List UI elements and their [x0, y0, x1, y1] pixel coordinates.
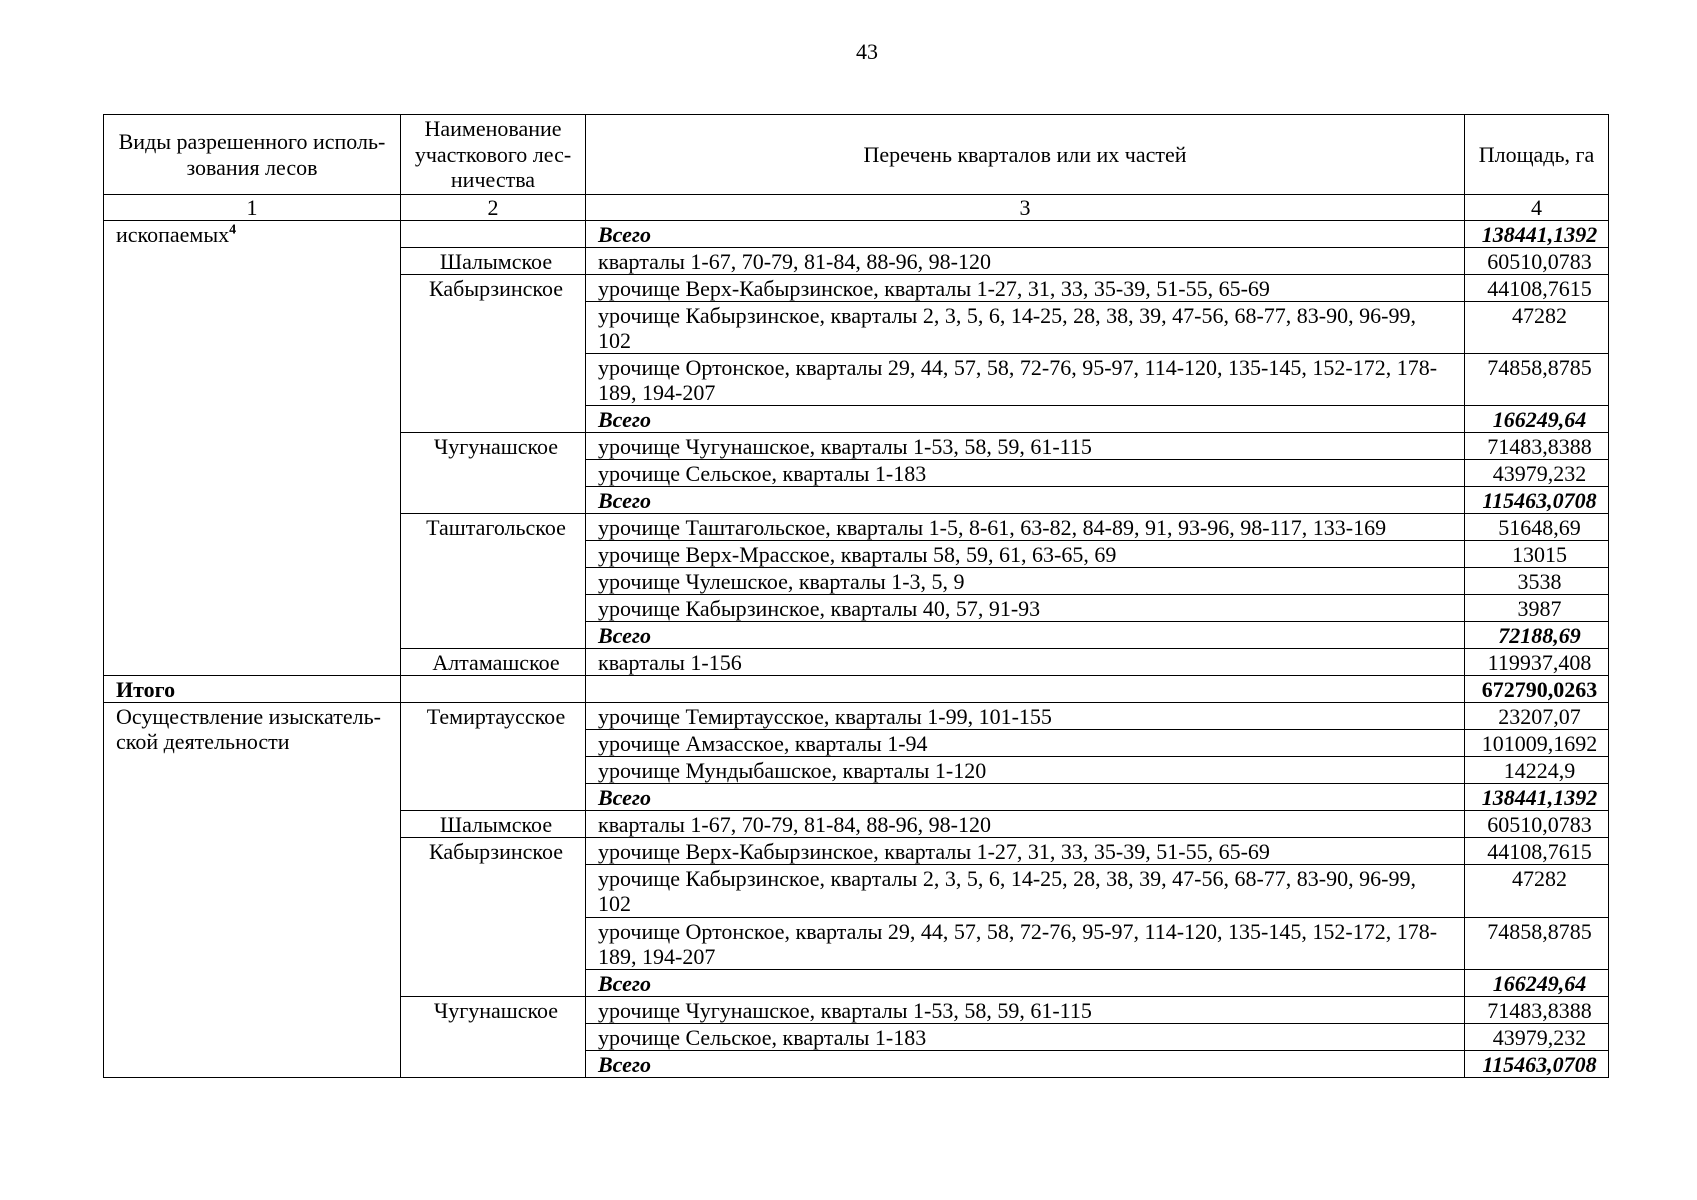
- quarters-line: урочище Кабырзинское, кварталы 2, 3, 5, 6, 14-25, 28, 38, 39, 47-56, 68-77, 83-90, 96-99,: [598, 303, 1416, 328]
- cell-use-type: [104, 703, 401, 1077]
- use-type-line: Осуществление изыскатель-: [116, 704, 381, 730]
- cell-quarters: урочище Чугунашское, кварталы 1-53, 58, 59, 61-115: [586, 433, 1465, 460]
- cell-area: 60510,0783: [1465, 248, 1609, 275]
- footnote-marker: 4: [229, 222, 237, 238]
- cell-forestry: Алтамашское: [401, 649, 586, 676]
- header-line: участкового лес-: [414, 141, 572, 167]
- cell-area: 138441,1392: [1465, 221, 1609, 248]
- cell-area: 44108,7615: [1465, 275, 1609, 302]
- cell-quarters: урочище Верх-Кабырзинское, кварталы 1-27, 31, 33, 35-39, 51-55, 65-69: [586, 838, 1465, 865]
- quarters-line: 189, 194-207: [598, 943, 716, 969]
- use-type-text: ископаемых: [116, 222, 230, 247]
- quarters-line: урочище Ортонское, кварталы 29, 44, 57, 58, 72-76, 95-97, 114-120, 135-145, 152-172, 178-: [598, 355, 1438, 381]
- grand-total-value: 672790,0263: [1465, 676, 1609, 703]
- cell-quarters: урочище Темиртаусское, кварталы 1-99, 101-155: [586, 703, 1465, 730]
- cell-area: 74858,8785: [1465, 354, 1609, 406]
- cell-area: 119937,408: [1465, 649, 1609, 676]
- subtotal-row: [104, 221, 1609, 248]
- cell-area: 60510,0783: [1465, 811, 1609, 838]
- cell-forestry: [401, 676, 586, 703]
- cell-quarters: [586, 865, 1465, 917]
- cell-area: 3987: [1465, 595, 1609, 622]
- cell-area: 71483,8388: [1465, 996, 1609, 1023]
- forest-use-table: [103, 114, 1609, 1078]
- cell-area: 71483,8388: [1465, 433, 1609, 460]
- cell-forestry: Шалымское: [401, 811, 586, 838]
- cell-area: 138441,1392: [1465, 784, 1609, 811]
- cell-area: 115463,0708: [1465, 1050, 1609, 1077]
- cell-use-type: [104, 221, 401, 676]
- header-line: Наименование: [424, 116, 562, 142]
- cell-quarters: урочище Кабырзинское, кварталы 40, 57, 91-93: [586, 595, 1465, 622]
- cell-forestry: Шалымское: [401, 248, 586, 275]
- cell-quarters: [586, 676, 1465, 703]
- header-forestry: [401, 115, 586, 195]
- cell-forestry: Чугунашское: [401, 433, 586, 514]
- cell-quarters: [586, 302, 1465, 354]
- quarters-line: 102: [598, 328, 631, 353]
- cell-quarters: [586, 917, 1465, 969]
- cell-quarters: кварталы 1-67, 70-79, 81-84, 88-96, 98-120: [586, 248, 1465, 275]
- cell-area: 72188,69: [1465, 622, 1609, 649]
- cell-forestry: Чугунашское: [401, 996, 586, 1077]
- cell-quarters: урочище Сельское, кварталы 1-183: [586, 460, 1465, 487]
- cell-area: 51648,69: [1465, 514, 1609, 541]
- cell-area: 43979,232: [1465, 1023, 1609, 1050]
- cell-area: 13015: [1465, 541, 1609, 568]
- cell-quarters: урочище Верх-Мрасское, кварталы 58, 59, 61, 63-65, 69: [586, 541, 1465, 568]
- cell-area: 166249,64: [1465, 969, 1609, 996]
- cell-area: 74858,8785: [1465, 917, 1609, 969]
- column-number-row: [104, 195, 1609, 221]
- quarters-line: 189, 194-207: [598, 380, 716, 406]
- header-use-type: [104, 115, 401, 195]
- column-number: 4: [1465, 195, 1609, 221]
- cell-area: 23207,07: [1465, 703, 1609, 730]
- cell-area: 44108,7615: [1465, 838, 1609, 865]
- header-line: ничества: [450, 167, 536, 193]
- column-number: 1: [104, 195, 401, 221]
- cell-area: 166249,64: [1465, 406, 1609, 433]
- grand-total-row: [104, 676, 1609, 703]
- cell-quarters: урочище Верх-Кабырзинское, кварталы 1-27, 31, 33, 35-39, 51-55, 65-69: [586, 275, 1465, 302]
- cell-quarters: кварталы 1-67, 70-79, 81-84, 88-96, 98-120: [586, 811, 1465, 838]
- cell-quarters: Всего: [586, 1050, 1465, 1077]
- cell-forestry: Таштагольское: [401, 514, 586, 649]
- cell-forestry: Темиртаусское: [401, 703, 586, 811]
- cell-area: 115463,0708: [1465, 487, 1609, 514]
- cell-area: 14224,9: [1465, 757, 1609, 784]
- cell-area: 47282: [1465, 865, 1609, 917]
- cell-quarters: Всего: [586, 622, 1465, 649]
- column-number: 2: [401, 195, 586, 221]
- header-area: Площадь, га: [1465, 115, 1609, 195]
- cell-quarters: Всего: [586, 406, 1465, 433]
- cell-quarters: урочище Амзасское, кварталы 1-94: [586, 730, 1465, 757]
- cell-quarters: урочище Чулешское, кварталы 1-3, 5, 9: [586, 568, 1465, 595]
- cell-quarters: урочище Чугунашское, кварталы 1-53, 58, 59, 61-115: [586, 996, 1465, 1023]
- cell-area: 101009,1692: [1465, 730, 1609, 757]
- cell-area: 47282: [1465, 302, 1609, 354]
- header-row: [104, 115, 1609, 195]
- cell-quarters: Всего: [586, 221, 1465, 248]
- column-number: 3: [586, 195, 1465, 221]
- cell-forestry: [401, 221, 586, 248]
- cell-quarters: Всего: [586, 784, 1465, 811]
- cell-quarters: Всего: [586, 487, 1465, 514]
- cell-quarters: [586, 354, 1465, 406]
- header-line: Виды разрешенного исполь-: [118, 129, 386, 154]
- cell-quarters: урочище Мундыбашское, кварталы 1-120: [586, 757, 1465, 784]
- quarters-line: 102: [598, 891, 631, 917]
- cell-forestry: Кабырзинское: [401, 275, 586, 433]
- cell-forestry: Кабырзинское: [401, 838, 586, 996]
- cell-quarters: Всего: [586, 969, 1465, 996]
- quarters-line: урочище Кабырзинское, кварталы 2, 3, 5, 6, 14-25, 28, 38, 39, 47-56, 68-77, 83-90, 96-99,: [598, 866, 1416, 892]
- cell-quarters: урочище Сельское, кварталы 1-183: [586, 1023, 1465, 1050]
- page-number: 43: [856, 39, 878, 64]
- header-quarters: Перечень кварталов или их частей: [586, 115, 1465, 195]
- table-row: [104, 703, 1609, 730]
- cell-quarters: урочище Таштагольское, кварталы 1-5, 8-61, 63-82, 84-89, 91, 93-96, 98-117, 133-169: [586, 514, 1465, 541]
- quarters-line: урочище Ортонское, кварталы 29, 44, 57, 58, 72-76, 95-97, 114-120, 135-145, 152-172, 178-: [598, 918, 1438, 944]
- grand-total-label: Итого: [104, 676, 401, 703]
- cell-area: 43979,232: [1465, 460, 1609, 487]
- cell-quarters: кварталы 1-156: [586, 649, 1465, 676]
- use-type-line: ской деятельности: [116, 729, 290, 755]
- cell-area: 3538: [1465, 568, 1609, 595]
- header-line: зования лесов: [186, 154, 318, 180]
